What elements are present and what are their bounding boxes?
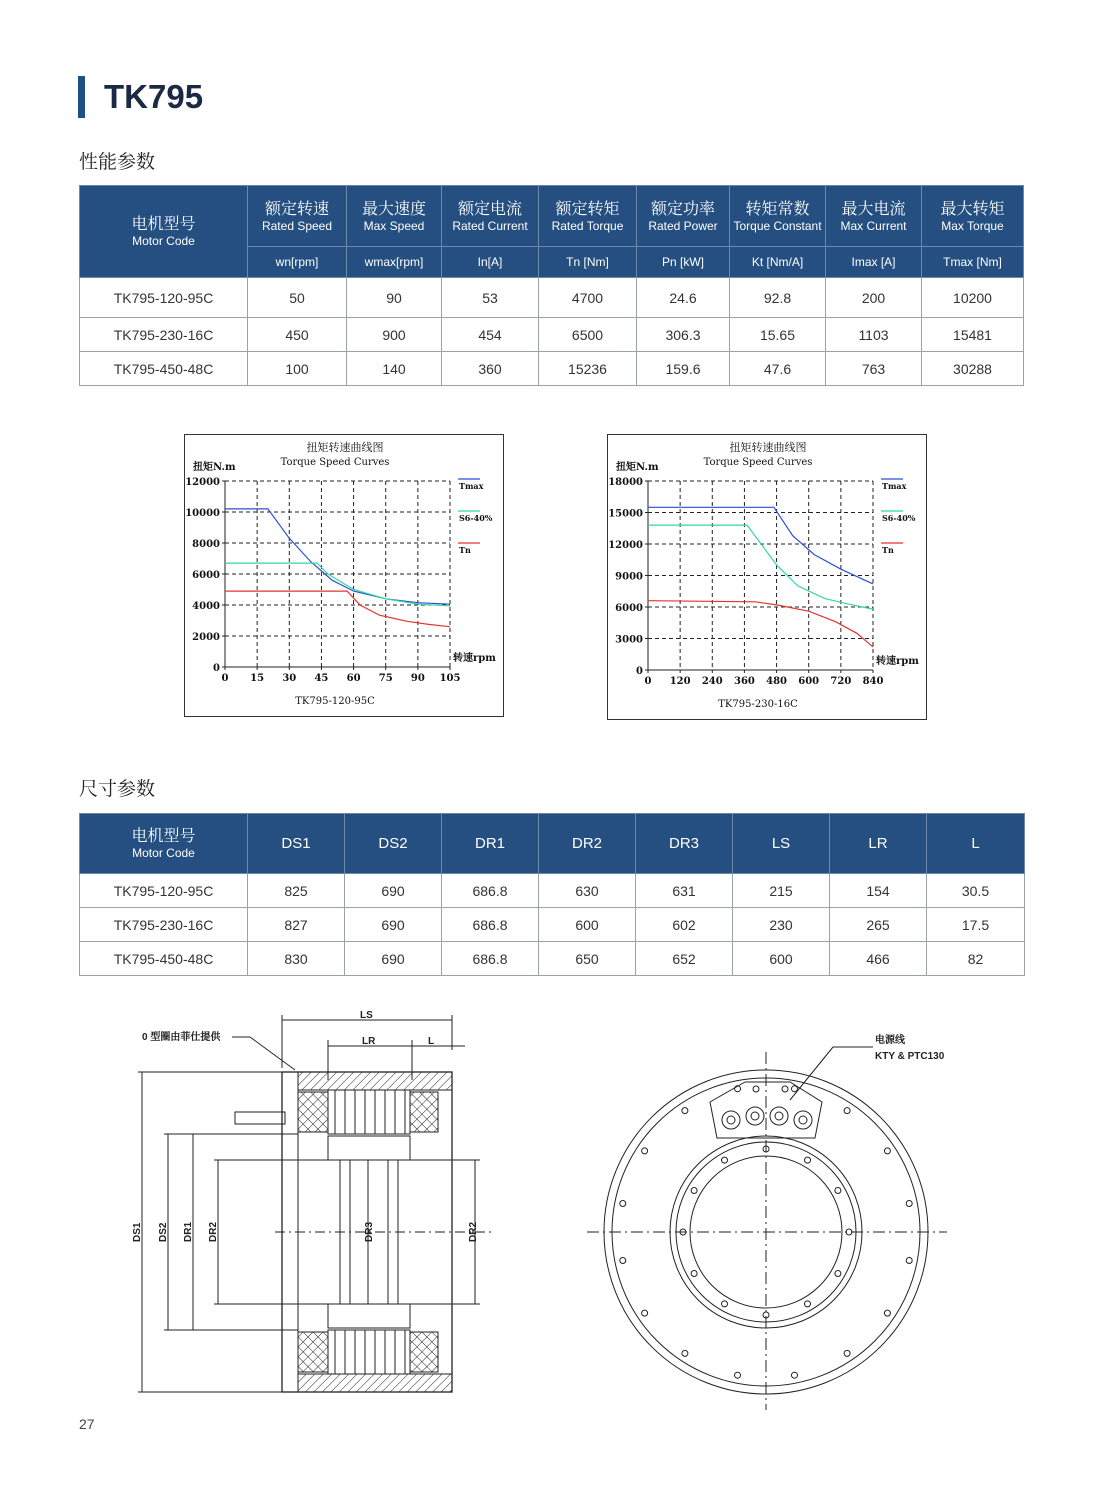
dimension-table [79, 813, 1025, 976]
table-cell: 82 [927, 942, 1025, 976]
dim-lr-label: LR [362, 1036, 376, 1047]
bolt-hole [791, 1372, 797, 1378]
table-cell: 686.8 [442, 908, 539, 942]
y-tick-label: 4000 [192, 601, 220, 612]
table-cell: 50 [248, 278, 347, 318]
unit-header: wmax[rpm] [347, 247, 442, 278]
table-cell: 1103 [826, 318, 922, 352]
bolt-hole [835, 1188, 841, 1194]
x-tick-label: 60 [346, 673, 361, 684]
chart-subtitle: Torque Speed Curves [703, 457, 813, 468]
chart-caption: TK795-230-16C [718, 699, 798, 710]
table-cell: 306.3 [637, 318, 730, 352]
table-cell: 900 [347, 318, 442, 352]
x-tick-label: 840 [862, 676, 884, 687]
table-cell: 140 [347, 352, 442, 386]
bolt-hole [691, 1271, 697, 1277]
y-tick-label: 18000 [608, 477, 643, 488]
series-line-tn [225, 591, 450, 627]
table-cell: 600 [733, 942, 830, 976]
bolt-hole [805, 1301, 811, 1307]
unit-header: Tmax [Nm] [922, 247, 1024, 278]
table-cell: 690 [345, 874, 442, 908]
y-tick-label: 8000 [192, 539, 220, 550]
dim-dr2-label: DR2 [208, 1221, 219, 1242]
series-line-tmax [648, 507, 873, 584]
table-cell: 30.5 [927, 874, 1025, 908]
unit-header: Imax [A] [826, 247, 922, 278]
bolt-hole [844, 1350, 850, 1356]
x-tick-label: 0 [644, 676, 652, 687]
table-cell: 17.5 [927, 908, 1025, 942]
x-tick-label: 0 [221, 673, 229, 684]
title-accent-bar [78, 76, 85, 118]
col-header: DR2 [539, 814, 636, 874]
dim-ds1-label: DS1 [132, 1222, 143, 1242]
col-header: DS1 [248, 814, 345, 874]
table-cell: 630 [539, 874, 636, 908]
table-cell: 602 [636, 908, 733, 942]
col-header: 额定电流 Rated Current [442, 186, 539, 247]
table-row [80, 352, 1024, 386]
table-cell: 15.65 [730, 318, 826, 352]
table-row [80, 908, 1025, 942]
legend-label: Tn [882, 545, 894, 555]
bolt-hole [835, 1271, 841, 1277]
y-tick-label: 0 [213, 663, 220, 674]
table-cell: 154 [830, 874, 927, 908]
dim-dr3-label: DR3 [364, 1221, 375, 1242]
bolt-hole [791, 1086, 797, 1092]
col-header: DR3 [636, 814, 733, 874]
table-cell: 47.6 [730, 352, 826, 386]
y-tick-label: 9000 [615, 571, 643, 583]
bolt-hole [620, 1201, 626, 1207]
series-line-tn [648, 601, 873, 647]
table-cell: 24.6 [637, 278, 730, 318]
table-cell: 690 [345, 942, 442, 976]
table-cell: 825 [248, 874, 345, 908]
y-axis-label: 扭矩N.m [616, 462, 659, 473]
table-cell: 466 [830, 942, 927, 976]
dim-ds2-label: DS2 [158, 1222, 169, 1242]
col-header: DR1 [442, 814, 539, 874]
y-tick-label: 12000 [608, 540, 643, 551]
bolt-hole [642, 1310, 648, 1316]
cable-note-sub: KTY & PTC130 [875, 1051, 945, 1062]
table-cell: 631 [636, 874, 733, 908]
col-header: DS2 [345, 814, 442, 874]
col-header: 额定转矩 Rated Torque [539, 186, 637, 247]
legend-label: Tmax [882, 481, 907, 491]
chart-title: 扭矩转速曲线图 [306, 441, 384, 454]
chart-svg [608, 435, 926, 719]
dim-dr2-right-label: DR2 [468, 1221, 479, 1242]
table-cell: 827 [248, 908, 345, 942]
chart-title: 扭矩转速曲线图 [729, 441, 807, 454]
y-tick-label: 3000 [615, 634, 643, 646]
table-cell: 30288 [922, 352, 1024, 386]
x-tick-label: 720 [830, 676, 852, 687]
bolt-hole [722, 1157, 728, 1163]
col-header: 额定转速 Rated Speed [248, 186, 347, 247]
page-number: 27 [79, 1416, 95, 1432]
legend-label: Tmax [459, 481, 484, 491]
y-axis-label: 扭矩N.m [193, 462, 236, 473]
dim-dr1-label: DR1 [183, 1221, 194, 1242]
y-tick-label: 6000 [192, 570, 220, 581]
motor-code-header: 电机型号 Motor Code [80, 814, 248, 874]
x-tick-label: 105 [439, 673, 461, 684]
col-header: LS [733, 814, 830, 874]
bolt-hole [884, 1148, 890, 1154]
chart-caption: TK795-120-95C [295, 696, 375, 707]
table-cell: 230 [733, 908, 830, 942]
table-cell: 650 [539, 942, 636, 976]
table-cell: 15236 [539, 352, 637, 386]
table-cell: 830 [248, 942, 345, 976]
series-line-s640 [225, 563, 450, 606]
y-tick-label: 15000 [608, 508, 643, 520]
x-tick-label: 30 [282, 673, 297, 684]
torque-speed-chart-1 [184, 434, 504, 717]
y-tick-label: 6000 [615, 603, 643, 614]
table-row [80, 318, 1024, 352]
table-cell: 600 [539, 908, 636, 942]
x-tick-label: 90 [410, 673, 425, 684]
col-header: 最大速度 Max Speed [347, 186, 442, 247]
table-cell: 690 [345, 908, 442, 942]
series-line-tmax [225, 509, 450, 604]
x-tick-label: 360 [733, 676, 755, 687]
table-cell: 53 [442, 278, 539, 318]
bolt-hole [735, 1372, 741, 1378]
table-cell: 15481 [922, 318, 1024, 352]
dim-ls-label: LS [360, 1010, 373, 1021]
oring-note: 0 型圈由菲仕提供 [142, 1032, 221, 1043]
col-header: 额定功率 Rated Power [637, 186, 730, 247]
chart-svg [185, 435, 503, 716]
y-tick-label: 0 [636, 666, 643, 677]
table-cell: 265 [830, 908, 927, 942]
bolt-hole [620, 1257, 626, 1263]
legend-label: S6-40% [882, 513, 916, 523]
col-header: 最大转矩 Max Torque [922, 186, 1024, 247]
unit-header: Tn [Nm] [539, 247, 637, 278]
cross-section-drawing [120, 1000, 500, 1400]
table-cell: 450 [248, 318, 347, 352]
page-title: TK795 [104, 78, 204, 115]
y-tick-label: 12000 [185, 477, 220, 488]
legend-label: S6-40% [459, 513, 493, 523]
table-cell: TK795-450-48C [80, 942, 248, 976]
bolt-hole [682, 1108, 688, 1114]
bolt-hole [844, 1108, 850, 1114]
x-tick-label: 480 [766, 676, 788, 687]
bolt-hole [642, 1148, 648, 1154]
table-cell: 4700 [539, 278, 637, 318]
x-tick-label: 45 [314, 673, 329, 684]
unit-header: wn[rpm] [248, 247, 347, 278]
unit-header: Kt [Nm/A] [730, 247, 826, 278]
bolt-hole [906, 1201, 912, 1207]
torque-speed-chart-2 [607, 434, 927, 720]
table-row [80, 874, 1025, 908]
x-tick-label: 600 [798, 676, 820, 687]
table-cell: 159.6 [637, 352, 730, 386]
x-axis-label: 转速rpm [876, 656, 919, 667]
x-tick-label: 120 [669, 676, 691, 687]
table-cell: TK795-450-48C [80, 352, 248, 386]
table-cell: 652 [636, 942, 733, 976]
x-tick-label: 75 [378, 673, 393, 684]
table-cell: TK795-230-16C [80, 908, 248, 942]
table-cell: 100 [248, 352, 347, 386]
unit-header: In[A] [442, 247, 539, 278]
col-header: LR [830, 814, 927, 874]
table-cell: TK795-230-16C [80, 318, 248, 352]
x-axis-label: 转速rpm [453, 653, 496, 664]
bolt-hole [682, 1350, 688, 1356]
table-cell: TK795-120-95C [80, 874, 248, 908]
table-cell: 92.8 [730, 278, 826, 318]
table-row [80, 278, 1024, 318]
legend-label: Tn [459, 545, 471, 555]
series-line-s640 [648, 525, 873, 609]
table-cell: 763 [826, 352, 922, 386]
unit-header: Pn [kW] [637, 247, 730, 278]
y-tick-label: 2000 [192, 632, 220, 643]
cable-note: 电源线 [875, 1035, 905, 1046]
col-header: 转矩常数 Torque Constant [730, 186, 826, 247]
table-cell: 686.8 [442, 942, 539, 976]
table-cell: TK795-120-95C [80, 278, 248, 318]
dim-l-label: L [428, 1036, 435, 1047]
table-cell: 454 [442, 318, 539, 352]
motor-code-header: 电机型号 Motor Code [80, 186, 248, 278]
bolt-hole [884, 1310, 890, 1316]
table-cell: 200 [826, 278, 922, 318]
table-cell: 90 [347, 278, 442, 318]
chart-subtitle: Torque Speed Curves [280, 457, 390, 468]
table-row [80, 942, 1025, 976]
x-tick-label: 240 [701, 676, 723, 687]
table-cell: 360 [442, 352, 539, 386]
table-cell: 10200 [922, 278, 1024, 318]
table-cell: 686.8 [442, 874, 539, 908]
x-tick-label: 15 [250, 673, 265, 684]
table-cell: 215 [733, 874, 830, 908]
bolt-hole [906, 1257, 912, 1263]
front-view-drawing [585, 1030, 985, 1415]
y-tick-label: 10000 [185, 508, 220, 519]
performance-table [79, 185, 1024, 386]
bolt-hole [805, 1157, 811, 1163]
table-cell: 6500 [539, 318, 637, 352]
col-header: L [927, 814, 1025, 874]
bolt-hole [691, 1188, 697, 1194]
performance-section-heading: 性能参数 [79, 151, 156, 173]
dimension-section-heading: 尺寸参数 [79, 778, 156, 800]
col-header: 最大电流 Max Current [826, 186, 922, 247]
bolt-hole [722, 1301, 728, 1307]
